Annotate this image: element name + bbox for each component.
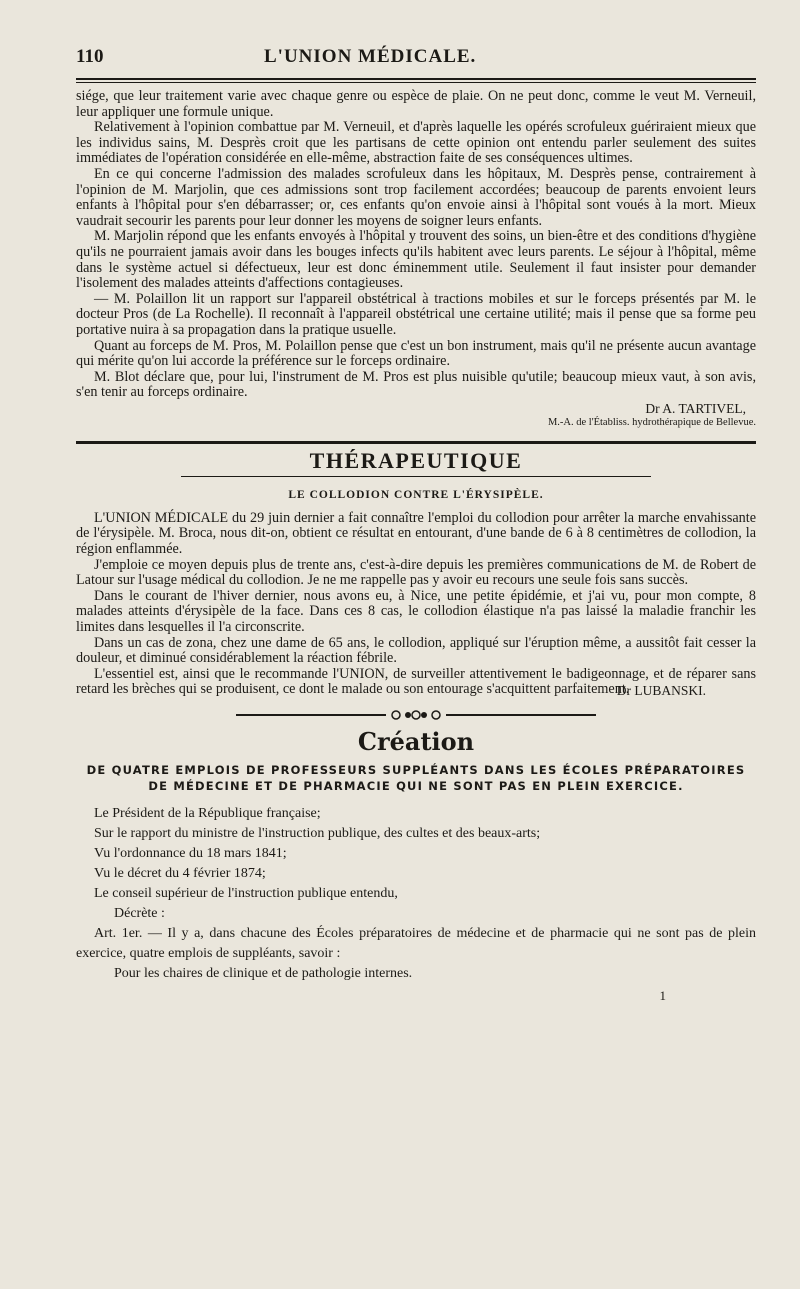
- paragraph: L'UNION MÉDICALE du 29 juin dernier a fait connaître l'emploi du collodion pour arrêter la marche envahissante de l'érysipèle. M. Broca, nous dit-on, obtient ce résultat en entourant, d'une bande de 6 à 8 centimètres de collodion, la région enflammée.: [76, 509, 756, 558]
- announcement-title: Création: [357, 727, 475, 756]
- header-rule: [76, 78, 756, 83]
- decree-text: [76, 804, 756, 984]
- section-title-rule: [181, 476, 651, 477]
- signature-mark: 1: [659, 988, 666, 1003]
- decree-article: Art. 1er. — Il y a, dans chacune des Écoles préparatoires de médecine et de pharmacie qui ne sont pas de plein exercice, quatre emplois de suppléants, savoir :: [76, 926, 756, 961]
- section-rule: [76, 441, 756, 444]
- author-affiliation: M.-A. de l'Établiss. hydrothérapique de Bellevue.: [547, 416, 756, 428]
- paragraph: siége, que leur traitement varie avec chaque genre ou espèce de plaie. On ne peut donc, comme le veut M. Verneuil, leur appliquer une formule unique.: [76, 88, 756, 120]
- paragraph: M. Marjolin répond que les enfants envoyés à l'hôpital y trouvent des soins, un bien-être et des conditions d'hygiène qu'ils ne pourraient jamais avoir dans les bouges infects qu'ils habitent avec leurs parents. Le séjour à l'hôpital, même dans le système actuel si défectueux, leur est donc éminemment utile. Seulement il faut insister pour demander l'isolement des malades atteints d'affections contagieuses.: [76, 228, 756, 292]
- paragraph: — M. Polaillon lit un rapport sur l'appareil obstétrical à tractions mobiles et sur le forceps présentés par M. le docteur Pros (de La Rochelle). Il reconnaît à l'appareil obstétrical une certaine utilité; mais il pense que sa forme peu portative nuira à sa propagation dans la pratique usuelle.: [76, 290, 756, 338]
- announcement-subtitle-line2: DE MÉDECINE ET DE PHARMACIE QUI NE SONT PAS EN PLEIN EXERCICE.: [148, 779, 684, 793]
- paragraph: Relativement à l'opinion combattue par M. Verneuil, et d'après laquelle les opérés scrofuleux guériraient mieux que les individus sains, M. Desprès croit que les partisans de cette opinion ont entendu parler seulement des suites immédiates de l'opération considérée en elle-même, abstraction faite de ses conséquences ultimes.: [76, 119, 756, 167]
- paragraph: En ce qui concerne l'admission des malades scrofuleux dans les hôpitaux, M. Desprès pense, contrairement à l'opinion de M. Marjolin, que ces admissions sont trop facilement accordées; beaucoup de parents envoient leurs enfants à l'hôpital pour s'en débarrasser; or, ces enfants qu'on envoie ainsi à l'hôpital sont voués à la mort. Mieux vaudrait secourir les parents pour leur donner les moyens de soigner leurs enfants.: [76, 165, 756, 229]
- running-header: [76, 46, 756, 76]
- page-number: 110: [76, 46, 104, 67]
- paragraph: L'essentiel est, ainsi que le recommande l'UNION, de surveiller attentivement le badigeonnage, et de réparer sans retard les brèches qui se produisent, ce dont le malade ou son entourage s'acquittent parfaitement.: [76, 665, 756, 698]
- author-signature: Dr LUBANSKI.: [616, 683, 706, 698]
- decree-line: Vu l'ordonnance du 18 mars 1841;: [94, 846, 287, 861]
- ornament-rule-icon: [236, 709, 596, 721]
- therapeutics-article: [76, 511, 756, 699]
- paragraph: J'emploie ce moyen depuis plus de trente ans, c'est-à-dire depuis les premières communications de M. de Robert de Latour sur l'usage médical du collodion. Je ne me rappelle pas y avoir eu recours une seule fois sans succès.: [76, 556, 756, 589]
- society-report: [76, 89, 756, 429]
- journal-title: L'UNION MÉDICALE.: [264, 46, 477, 67]
- decree-line: Le Président de la République française;: [94, 806, 321, 821]
- decree-line: Le conseil supérieur de l'instruction publique entendu,: [94, 886, 398, 901]
- paragraph: Quant au forceps de M. Pros, M. Polaillon pense que c'est un bon instrument, mais qu'il ne présente aucun avantage qui mérite qu'on lui accorde la préférence sur le forceps ordinaire.: [76, 337, 756, 370]
- announcement-subtitle-line1: DE QUATRE EMPLOIS DE PROFESSEURS SUPPLÉANTS DANS LES ÉCOLES PRÉPARATOIRES: [86, 763, 746, 777]
- decree-line: Sur le rapport du ministre de l'instruction publique, des cultes et des beaux-arts;: [94, 826, 541, 841]
- paragraph: M. Blot déclare que, pour lui, l'instrument de M. Pros est plus nuisible qu'utile; beaucoup mieux vaut, à son avis, s'en tenir au forceps ordinaire.: [76, 368, 756, 401]
- paragraph: Dans un cas de zona, chez une dame de 65 ans, le collodion, appliqué sur l'éruption même, a aussitôt fait cesser la douleur, et diminué considérablement la réaction fébrile.: [76, 634, 756, 667]
- decree-line: Décrète :: [114, 906, 165, 921]
- article-title: LE COLLODION CONTRE L'ÉRYSIPÈLE.: [288, 488, 544, 501]
- author-signature: Dr A. TARTIVEL,: [645, 400, 746, 416]
- paragraph: Dans le courant de l'hiver dernier, nous avons eu, à Nice, une petite épidémie, et j'ai vu, pour mon compte, 8 malades atteints d'érysipèle de la face. Dans ces 8 cas, le collodion élastique n'a pas laissé la maladie franchir les limites dans lesquelles il l'a circonscrite.: [76, 587, 756, 636]
- decree-line: Vu le décret du 4 février 1874;: [94, 866, 266, 881]
- section-title: THÉRAPEUTIQUE: [309, 447, 523, 473]
- section-ornament: [76, 709, 756, 721]
- decree-line: Pour les chaires de clinique et de pathologie internes.: [114, 966, 413, 981]
